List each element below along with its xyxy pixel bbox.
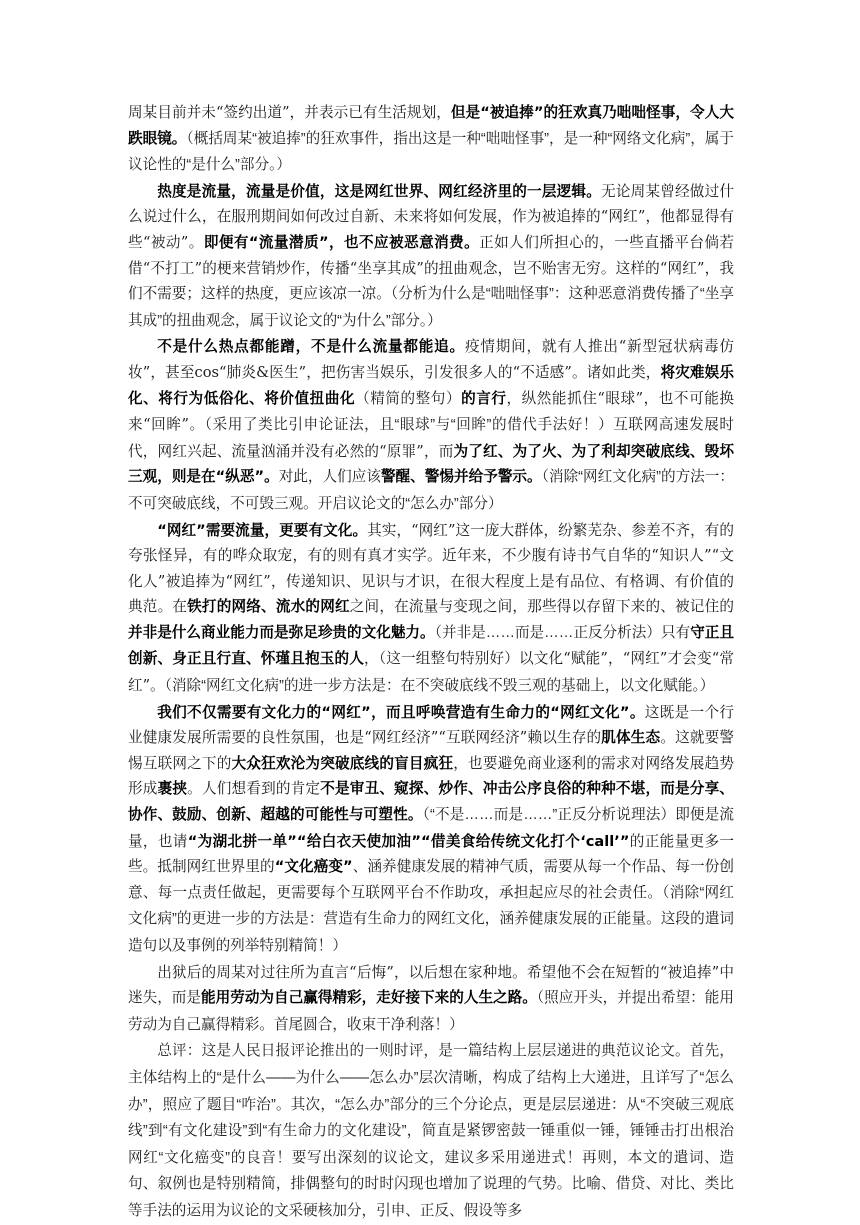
body-text: 之间，在流量与变现之间，那些得以存留下来的、被记住的 [349, 598, 734, 616]
annotation-note: ，（这一组整句特别好） [364, 651, 520, 668]
bold-phrase: 即便有“流量潜质”，也不应被恶意消费。 [203, 233, 480, 251]
body-text: 互联网高速发展时代，网红兴起、流量汹涌并没有必然的“原罪”，而 [128, 416, 734, 460]
body-text: 疫情期间，就有人推出“新型冠状病毒仿妆”，甚至cos“肺炎&医生”，把伤害当娱乐，引发很多人的“不适感”。诸如此类， [128, 338, 734, 381]
annotation-note: （消除“网红文化病”的更进一步的方法是：营造有生命力的网红文化，涵养健康发展的正能量。这段的遣词造句以及事例的列举特别精简！） [128, 884, 734, 954]
paragraph [128, 518, 734, 700]
paragraph [128, 100, 734, 179]
body-text: ，也要避免商业逐利的需求对网络发展趋势形成 [128, 754, 734, 798]
annotation-note: （并非是……而是……正反分析法） [434, 624, 661, 641]
bold-phrase: 并非是什么商业能力而是弥足珍贵的文化魅力。 [128, 623, 435, 641]
bold-phrase: 不是审丑、窥探、炒作、冲击公序良俗的种种不堪，而是分享、协作、鼓励、创新、超越的可能性与可塑性。 [128, 780, 734, 824]
body-text: 以文化“赋能”，“网红”才会变“常红”。 [128, 650, 734, 695]
paragraph [128, 700, 734, 960]
body-text: 即便是流量，也请 [128, 806, 734, 850]
bold-phrase: 热度是流量，流量是价值，这是网红世界、网红经济里的一层逻辑。 [157, 182, 602, 200]
body-text: 正如人们所担心的，一些直播平台倘若借“不打工”的梗来营销炒作，传播“坐享其成”的扭曲观念，岂不贻害无穷。这样的“网红”，我们不需要；这样的热度，更应该凉一凉。 [128, 233, 734, 303]
annotation-note: （“不是……而是……”正反分析说理法） [422, 807, 676, 824]
body-text: 对此，人们应该 [278, 468, 381, 486]
paragraph [128, 1038, 734, 1224]
annotation-note: （消除“网红文化病”的方法一：不可突破底线，不可毁三观。开启议论文的“怎么办”部分） [128, 469, 734, 512]
body-text: 这既是一个行业健康发展所需要的良性氛围，也是“网红经济”“互联网经济”赖以生存的 [128, 703, 734, 747]
body-text: 。这就要警惕互联网之下的 [128, 729, 734, 772]
body-text: 其实，“网红”这一庞大群体，纷繁芜杂、参差不齐，有的夸张怪异，有的哗众取宠，有的则有真才实学。近年来，不少腹有诗书气自华的“知识人”“文化人”被追捧为“网红”，传递知识、见识与才识，在很大程度上是有品位、有格调、有价值的典范。在 [128, 521, 734, 616]
annotation-note: （概括周某“被追捧”的狂欢事件，指出这是一种“咄咄怪事”，是一种“网络文化病”，属于议论性的“是什么”部分。） [128, 130, 734, 174]
annotation-note: （消除“网红文化病”的进一步方法是：在不突破底线不毁三观的基础上，以文化赋能。） [164, 678, 715, 695]
bold-phrase: 大众狂欢沦为突破底线的盲目疯狂 [231, 754, 454, 772]
body-text: 周某目前并未“签约出道”，并表示已有生活规划， [128, 104, 451, 121]
bold-phrase: “文化癌变” [274, 858, 353, 876]
paragraph [128, 179, 734, 335]
bold-phrase: 能用劳动为自己赢得精彩，走好接下来的人生之路。 [201, 989, 537, 1007]
bold-phrase: 但是“被追捧”的狂欢真乃咄咄怪事，令人大跌眼镜。 [128, 104, 734, 147]
annotation-note: 总评：这是人民日报评论推出的一则时评，是一篇结构上层层递进的典范议论文。首先，主体结构上的“是什么——为什么——怎么办”层次清晰，构成了结构上大递进，且详写了“怎么办”，照应了题目“咋治”。其次，“怎么办”部分的三个分论点，更是层层递进：从“不突破三观底线”到“有文化建设”到“有生命力的文化建设”，简直是紧锣密鼓一锤重似一锤，锤锤击打出根治网红“文化癌变”的良音！要写出深刻的议论文，建议多采用递进式！再则，本文的遣词、造句、叙例也是特别精简，排偶整句的时时闪现也增加了说理的气势。比喻、借贷、对比、类比等手法的运用为议论的文采硬核加分，引申、正反、假设等多 [128, 1043, 734, 1219]
body-text: 的正能量更多一些。抵制网红世界里的 [128, 832, 734, 876]
body-text: 无论周某曾经做过什么说过什么，在服刑期间如何改过自新、未来将如何发展，作为被追捧的“网红”，他都显得有些“被动”。 [128, 182, 734, 251]
bold-phrase: 警醒、警惕并给予警示。 [380, 468, 542, 486]
bold-phrase: 为了红、为了火、为了利却突破底线、毁坏三观，则是在“纵恶”。 [128, 442, 734, 486]
body-text: 、涵养健康发展的精神气质，需要从每一个作品、每一份创意、每一点责任做起，更需要每个互联网平台不作助攻，承担起应尽的社会责任。 [128, 858, 734, 901]
body-text: 出狱后的周某对过往所为直言“后悔”，以后想在家种地。希望他不会在短暂的“被追捧”中迷失，而是 [128, 963, 734, 1007]
body-text: ，纵然能抓住“眼球”，也不可能换来“回眸”。 [128, 389, 734, 434]
bold-phrase: 铁打的网络、流水的网红 [187, 598, 350, 616]
bold-phrase: 裹挟 [157, 780, 188, 798]
bold-phrase: 守正且创新、身正且行直、怀瑾且抱玉的人 [128, 623, 734, 668]
paragraph [128, 334, 734, 517]
bold-phrase: 我们不仅需要有文化力的“网红”，而且呼唤营造有生命力的“网红文化”。 [157, 703, 645, 721]
bold-phrase: “网红”需要流量，更要有文化。 [157, 521, 368, 539]
annotation-note: （照应开头，并提出希望：能用劳动为自己赢得精彩。首尾圆合，收束干净利落！） [128, 990, 734, 1033]
bold-phrase: 的言行 [461, 389, 507, 407]
annotation-note: （采用了类比引申论证法，且“眼球”与“回眸”的借代手法好！） [204, 417, 614, 434]
bold-phrase: 肌体生态 [601, 729, 661, 747]
bold-phrase: “为湖北拼一单”“给白衣天使加油”“借美食给传统文化打个‘call’” [187, 832, 630, 850]
bold-phrase: 将灾难娱乐化、将行为低俗化、将价值扭曲化 [128, 363, 734, 407]
document-page [128, 100, 734, 1225]
paragraph [128, 960, 734, 1039]
annotation-note: （精简的整句） [355, 390, 462, 407]
body-text: 。人们想看到的肯定 [187, 780, 321, 798]
bold-phrase: 不是什么热点都能蹭，不是什么流量都能追。 [157, 338, 465, 356]
annotation-note: （分析为什么是“咄咄怪事”：这种恶意消费传播了“坐享其成”的扭曲观念，属于议论文的“为什么”部分。） [128, 286, 734, 329]
body-text: 只有 [660, 623, 691, 641]
